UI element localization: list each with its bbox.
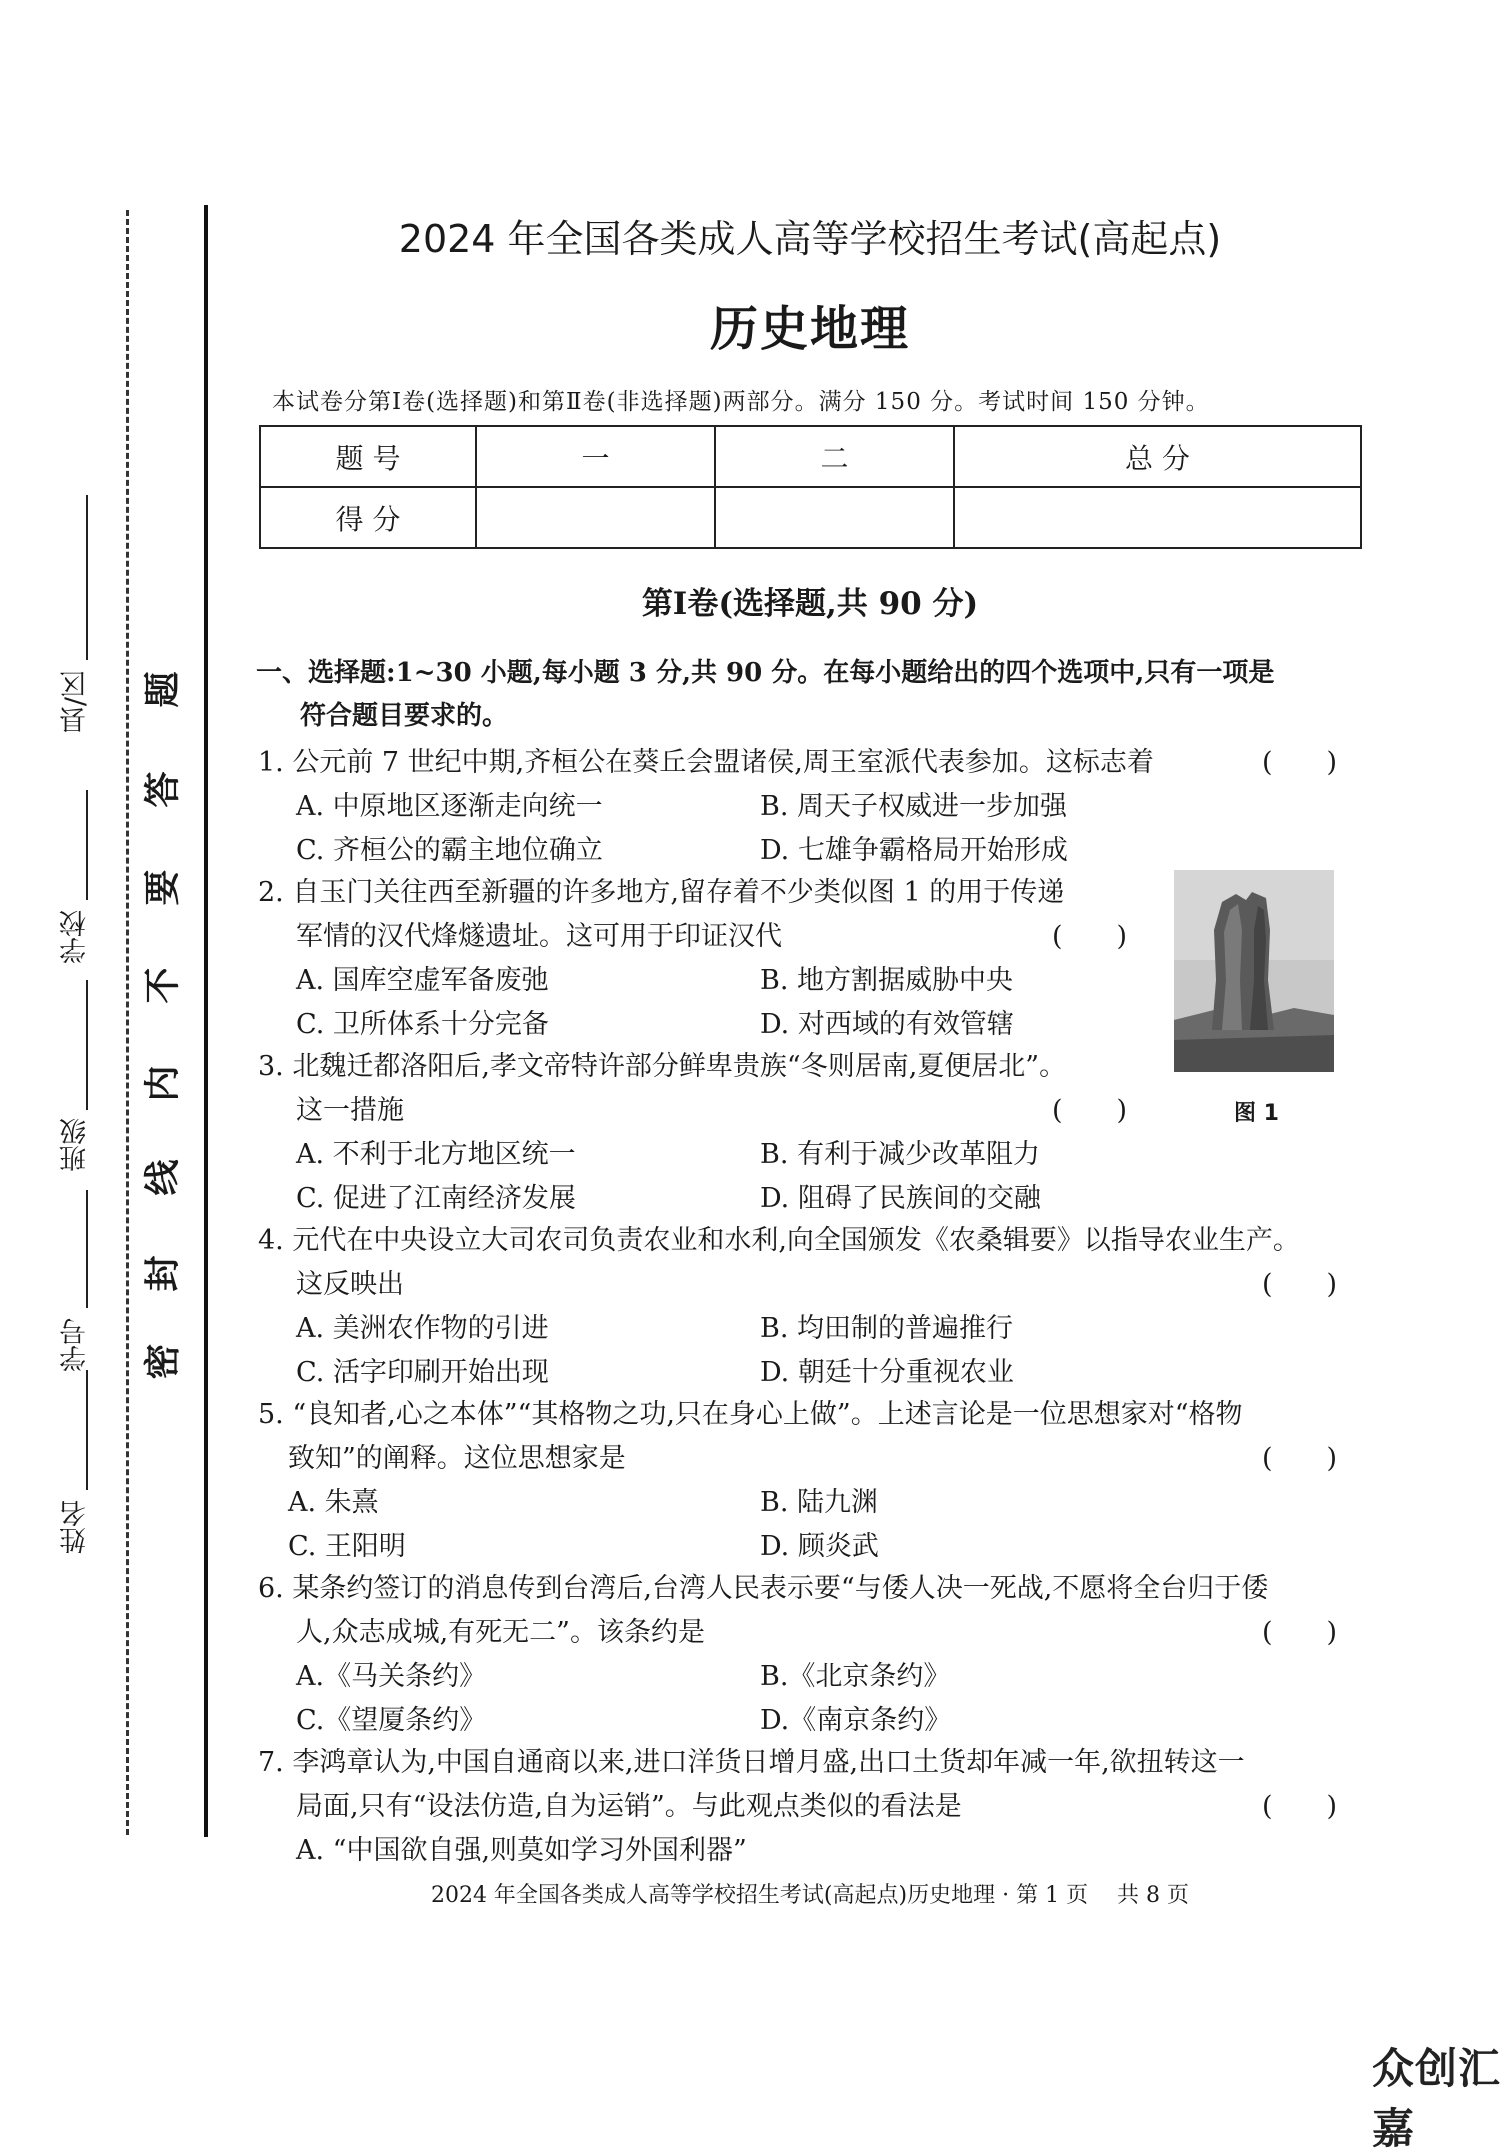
question-2-stem: 军情的汉代烽燧遗址。这可用于印证汉代: [296, 921, 782, 952]
question-6-option-a: A.《马关条约》: [296, 1661, 487, 1692]
section-heading: 第Ⅰ卷(选择题,共 90 分): [641, 586, 979, 622]
question-7-option-a: A. “中国欲自强,则莫如学习外国利器”: [296, 1835, 747, 1866]
answer-paren[interactable]: ( ): [1052, 1095, 1128, 1126]
question-6-option-c: C.《望厦条约》: [296, 1705, 487, 1736]
question-5-option-b: B. 陆九渊: [760, 1487, 879, 1518]
answer-paren[interactable]: ( ): [1052, 921, 1128, 952]
question-3-option-b: B. 有利于减少改革阻力: [760, 1139, 1041, 1170]
question-1-option-d: D. 七雄争霸格局开始形成: [760, 835, 1068, 866]
score-cell: 二: [715, 426, 954, 487]
question-5-option-d: D. 顾炎武: [760, 1531, 879, 1562]
question-3-stem: 这一措施: [296, 1095, 404, 1126]
question-4-stem: 4. 元代在中央设立大司农司负责农业和水利,向全国颁发《农桑辑要》以指导农业生产。: [258, 1225, 1300, 1256]
question-2-option-b: B. 地方割据威胁中央: [760, 965, 1014, 996]
seal-notice-char: 要: [142, 869, 184, 906]
question-5-option-a: A. 朱熹: [288, 1487, 379, 1518]
score-cell: 一: [476, 426, 715, 487]
score-input-cell[interactable]: [476, 487, 715, 548]
question-3-option-d: D. 阻碍了民族间的交融: [760, 1183, 1041, 1214]
answer-paren[interactable]: ( ): [1262, 1617, 1338, 1648]
score-input-cell[interactable]: [715, 487, 954, 548]
dashed-cut-line: [126, 210, 129, 1835]
score-cell: 题 号: [260, 426, 476, 487]
seal-notice-char: 内: [142, 1065, 184, 1102]
page-footer: 2024 年全国各类成人高等学校招生考试(高起点)历史地理 · 第 1 页 共 8 页: [430, 1883, 1190, 1908]
answer-paren[interactable]: ( ): [1262, 747, 1338, 778]
binding-border-line: [204, 205, 208, 1837]
question-3-stem: 3. 北魏迁都洛阳后,孝文帝特许部分鲜卑贵族“冬则居南,夏便居北”。: [258, 1051, 1067, 1082]
score-table: [259, 425, 1362, 549]
field-class-label: 班级: [60, 1118, 91, 1172]
question-6-stem: 6. 某条约签订的消息传到台湾后,台湾人民表示要“与倭人决一死战,不愿将全台归于倭: [258, 1573, 1269, 1604]
score-table-score-row: [260, 487, 1361, 548]
field-name-label: 姓名: [60, 1500, 91, 1554]
seal-notice-char: 答: [142, 771, 184, 808]
question-1-stem: 1. 公元前 7 世纪中期,齐桓公在葵丘会盟诸侯,周王室派代表参加。这标志着: [258, 747, 1154, 778]
question-4-option-d: D. 朝廷十分重视农业: [760, 1357, 1014, 1388]
question-3-option-c: C. 促进了江南经济发展: [296, 1183, 576, 1214]
exam-title: 2024 年全国各类成人高等学校招生考试(高起点): [398, 217, 1222, 261]
subject-title: 历史地理: [709, 301, 910, 357]
figure-caption: 图 1: [1234, 1101, 1279, 1126]
seal-notice-char: 密: [142, 1343, 184, 1380]
question-6-option-d: D.《南京条约》: [760, 1705, 952, 1736]
question-4-stem: 这反映出: [296, 1269, 404, 1300]
exam-intro: 本试卷分第Ⅰ卷(选择题)和第Ⅱ卷(非选择题)两部分。满分 150 分。考试时间 150 分钟。: [272, 389, 1210, 415]
beacon-tower-photo: [1174, 870, 1334, 1072]
watermark-logo: 众创汇嘉: [1372, 2044, 1502, 2153]
field-school-blank[interactable]: [86, 790, 88, 900]
beacon-tower-illustration: [1174, 870, 1334, 1072]
question-7-stem: 局面,只有“设法仿造,自为运销”。与此观点类似的看法是: [296, 1791, 962, 1822]
question-1-option-a: A. 中原地区逐渐走向统一: [296, 791, 603, 822]
question-3-option-a: A. 不利于北方地区统一: [296, 1139, 576, 1170]
seal-notice-char: 封: [142, 1255, 184, 1292]
question-2-option-c: C. 卫所体系十分完备: [296, 1009, 549, 1040]
question-6-option-b: B.《北京条约》: [760, 1661, 951, 1692]
question-4-option-b: B. 均田制的普遍推行: [760, 1313, 1014, 1344]
seal-notice-char: 题: [142, 671, 184, 708]
question-7-stem: 7. 李鸿章认为,中国自通商以来,进口洋货日增月盛,出口土货却年减一年,欲扭转这一: [258, 1747, 1245, 1778]
seal-notice-char: 不: [142, 967, 184, 1004]
score-cell: 得 分: [260, 487, 476, 548]
field-school-label: 学校: [60, 910, 91, 964]
field-county-label: 县/区: [60, 670, 91, 734]
question-4-option-a: A. 美洲农作物的引进: [296, 1313, 549, 1344]
field-student-id-blank[interactable]: [86, 1190, 88, 1308]
question-4-option-c: C. 活字印刷开始出现: [296, 1357, 549, 1388]
instruction-line: 符合题目要求的。: [300, 701, 509, 731]
score-cell: 总 分: [954, 426, 1361, 487]
answer-paren[interactable]: ( ): [1262, 1443, 1338, 1474]
score-input-cell[interactable]: [954, 487, 1361, 548]
field-class-blank[interactable]: [86, 980, 88, 1110]
question-5-stem: 5. “良知者,心之本体”“其格物之功,只在身心上做”。上述言论是一位思想家对“格物: [258, 1399, 1243, 1430]
question-2-stem: 2. 自玉门关往西至新疆的许多地方,留存着不少类似图 1 的用于传递: [258, 877, 1065, 908]
question-5-stem: 致知”的阐释。这位思想家是: [288, 1443, 626, 1474]
question-1-option-b: B. 周天子权威进一步加强: [760, 791, 1068, 822]
answer-paren[interactable]: ( ): [1262, 1269, 1338, 1300]
question-2-option-d: D. 对西域的有效管辖: [760, 1009, 1014, 1040]
answer-paren[interactable]: ( ): [1262, 1791, 1338, 1822]
score-table-header-row: [260, 426, 1361, 487]
field-name-blank[interactable]: [86, 1370, 88, 1490]
field-student-id-label: 学号: [60, 1318, 91, 1372]
section-instruction: [256, 652, 1366, 738]
question-6-stem: 人,众志成城,有死无二”。该条约是: [296, 1617, 705, 1648]
question-5-option-c: C. 王阳明: [288, 1531, 406, 1562]
question-2-option-a: A. 国库空虚军备废弛: [296, 965, 549, 996]
instruction-line: 一、选择题:1~30 小题,每小题 3 分,共 90 分。在每小题给出的四个选项中,只有一项是: [256, 658, 1275, 688]
seal-notice-char: 线: [142, 1159, 184, 1196]
question-1-option-c: C. 齐桓公的霸主地位确立: [296, 835, 603, 866]
field-county-blank[interactable]: [86, 495, 88, 660]
